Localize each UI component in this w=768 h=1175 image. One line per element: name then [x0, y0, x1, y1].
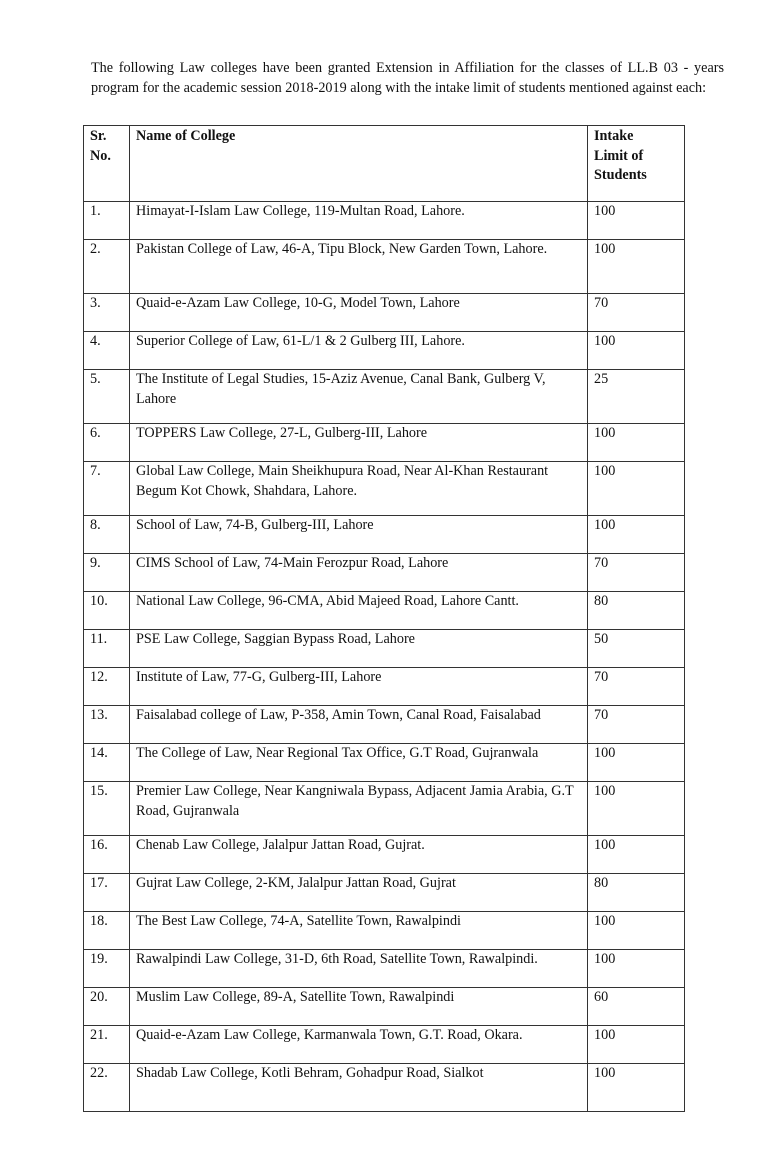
- header-college-name: Name of College: [130, 126, 588, 202]
- header-sr-line2: No.: [90, 147, 111, 164]
- cell-college-name: Chenab Law College, Jalalpur Jattan Road, Gujrat.: [130, 836, 588, 874]
- cell-sr: 17.: [84, 874, 130, 912]
- cell-sr: 3.: [84, 294, 130, 332]
- cell-intake-limit: 70: [588, 668, 685, 706]
- cell-sr: 9.: [84, 554, 130, 592]
- cell-sr: 22.: [84, 1064, 130, 1112]
- cell-college-name: Quaid-e-Azam Law College, Karmanwala Town, G.T. Road, Okara.: [130, 1026, 588, 1064]
- table-row: [84, 630, 685, 668]
- cell-sr: 13.: [84, 706, 130, 744]
- cell-college-name: The College of Law, Near Regional Tax Office, G.T Road, Gujranwala: [130, 744, 588, 782]
- cell-college-name: National Law College, 96-CMA, Abid Majeed Road, Lahore Cantt.: [130, 592, 588, 630]
- cell-intake-limit: 100: [588, 516, 685, 554]
- cell-intake-limit: 60: [588, 988, 685, 1026]
- cell-intake-limit: 100: [588, 462, 685, 516]
- table-row: [84, 782, 685, 836]
- cell-college-name: TOPPERS Law College, 27-L, Gulberg-III, Lahore: [130, 424, 588, 462]
- cell-sr: 5.: [84, 370, 130, 424]
- cell-sr: 20.: [84, 988, 130, 1026]
- header-limit-line1: Intake: [594, 128, 634, 144]
- table-row: [84, 462, 685, 516]
- cell-intake-limit: 100: [588, 240, 685, 294]
- table-row: [84, 424, 685, 462]
- cell-sr: 16.: [84, 836, 130, 874]
- cell-intake-limit: 100: [588, 836, 685, 874]
- table-row: [84, 370, 685, 424]
- cell-intake-limit: 80: [588, 592, 685, 630]
- table-row: [84, 554, 685, 592]
- table-row: [84, 706, 685, 744]
- cell-college-name: Rawalpindi Law College, 31-D, 6th Road, Satellite Town, Rawalpindi.: [130, 950, 588, 988]
- table-row: [84, 744, 685, 782]
- table-row: [84, 874, 685, 912]
- cell-sr: 2.: [84, 240, 130, 294]
- cell-intake-limit: 50: [588, 630, 685, 668]
- header-sr-no: [84, 126, 130, 202]
- cell-intake-limit: 100: [588, 744, 685, 782]
- cell-intake-limit: 100: [588, 1064, 685, 1112]
- table-row: [84, 950, 685, 988]
- cell-intake-limit: 25: [588, 370, 685, 424]
- cell-college-name: Quaid-e-Azam Law College, 10-G, Model Town, Lahore: [130, 294, 588, 332]
- cell-sr: 19.: [84, 950, 130, 988]
- cell-sr: 7.: [84, 462, 130, 516]
- cell-college-name: CIMS School of Law, 74-Main Ferozpur Road, Lahore: [130, 554, 588, 592]
- table-row: [84, 240, 685, 294]
- table-row: [84, 1064, 685, 1112]
- table-row: [84, 332, 685, 370]
- cell-sr: 18.: [84, 912, 130, 950]
- cell-sr: 10.: [84, 592, 130, 630]
- cell-college-name: Pakistan College of Law, 46-A, Tipu Block, New Garden Town, Lahore.: [130, 240, 588, 294]
- cell-sr: 1.: [84, 202, 130, 240]
- table-row: [84, 294, 685, 332]
- cell-intake-limit: 100: [588, 950, 685, 988]
- cell-sr: 11.: [84, 630, 130, 668]
- cell-intake-limit: 100: [588, 1026, 685, 1064]
- cell-intake-limit: 70: [588, 706, 685, 744]
- cell-sr: 21.: [84, 1026, 130, 1064]
- table-row: [84, 592, 685, 630]
- cell-intake-limit: 80: [588, 874, 685, 912]
- cell-intake-limit: 100: [588, 202, 685, 240]
- table-header-row: [84, 126, 685, 202]
- cell-intake-limit: 70: [588, 294, 685, 332]
- table-row: [84, 668, 685, 706]
- cell-college-name: PSE Law College, Saggian Bypass Road, Lahore: [130, 630, 588, 668]
- cell-sr: 4.: [84, 332, 130, 370]
- table-row: [84, 516, 685, 554]
- cell-college-name: The Best Law College, 74-A, Satellite Town, Rawalpindi: [130, 912, 588, 950]
- cell-college-name: Gujrat Law College, 2-KM, Jalalpur Jattan Road, Gujrat: [130, 874, 588, 912]
- cell-college-name: School of Law, 74-B, Gulberg-III, Lahore: [130, 516, 588, 554]
- header-sr-line1: Sr.: [90, 128, 107, 144]
- cell-sr: 15.: [84, 782, 130, 836]
- header-intake-limit: [588, 126, 685, 202]
- intro-paragraph: The following Law colleges have been granted Extension in Affiliation for the classes of LL.B 03 - years program for the academic session 2018-2019 along with the intake limit of students mentioned against each:: [91, 60, 724, 97]
- cell-college-name: Himayat-I-Islam Law College, 119-Multan Road, Lahore.: [130, 202, 588, 240]
- cell-sr: 8.: [84, 516, 130, 554]
- cell-college-name: Faisalabad college of Law, P-358, Amin Town, Canal Road, Faisalabad: [130, 706, 588, 744]
- cell-college-name: Shadab Law College, Kotli Behram, Gohadpur Road, Sialkot: [130, 1064, 588, 1112]
- cell-intake-limit: 100: [588, 782, 685, 836]
- cell-sr: 6.: [84, 424, 130, 462]
- header-limit-line2: Limit of: [594, 147, 644, 164]
- cell-intake-limit: 100: [588, 424, 685, 462]
- table-row: [84, 202, 685, 240]
- cell-intake-limit: 100: [588, 332, 685, 370]
- cell-sr: 14.: [84, 744, 130, 782]
- cell-college-name: Premier Law College, Near Kangniwala Bypass, Adjacent Jamia Arabia, G.T Road, Gujranwala: [130, 782, 588, 836]
- cell-college-name: Muslim Law College, 89-A, Satellite Town, Rawalpindi: [130, 988, 588, 1026]
- colleges-table: [83, 125, 685, 1112]
- table-row: [84, 988, 685, 1026]
- cell-college-name: The Institute of Legal Studies, 15-Aziz Avenue, Canal Bank, Gulberg V, Lahore: [130, 370, 588, 424]
- cell-college-name: Superior College of Law, 61-L/1 & 2 Gulberg III, Lahore.: [130, 332, 588, 370]
- table-row: [84, 1026, 685, 1064]
- cell-sr: 12.: [84, 668, 130, 706]
- cell-college-name: Global Law College, Main Sheikhupura Road, Near Al-Khan Restaurant Begum Kot Chowk, Shahdara, Lahore.: [130, 462, 588, 516]
- table-row: [84, 836, 685, 874]
- cell-intake-limit: 100: [588, 912, 685, 950]
- table-row: [84, 912, 685, 950]
- header-limit-line3: Students: [594, 167, 647, 183]
- cell-intake-limit: 70: [588, 554, 685, 592]
- cell-college-name: Institute of Law, 77-G, Gulberg-III, Lahore: [130, 668, 588, 706]
